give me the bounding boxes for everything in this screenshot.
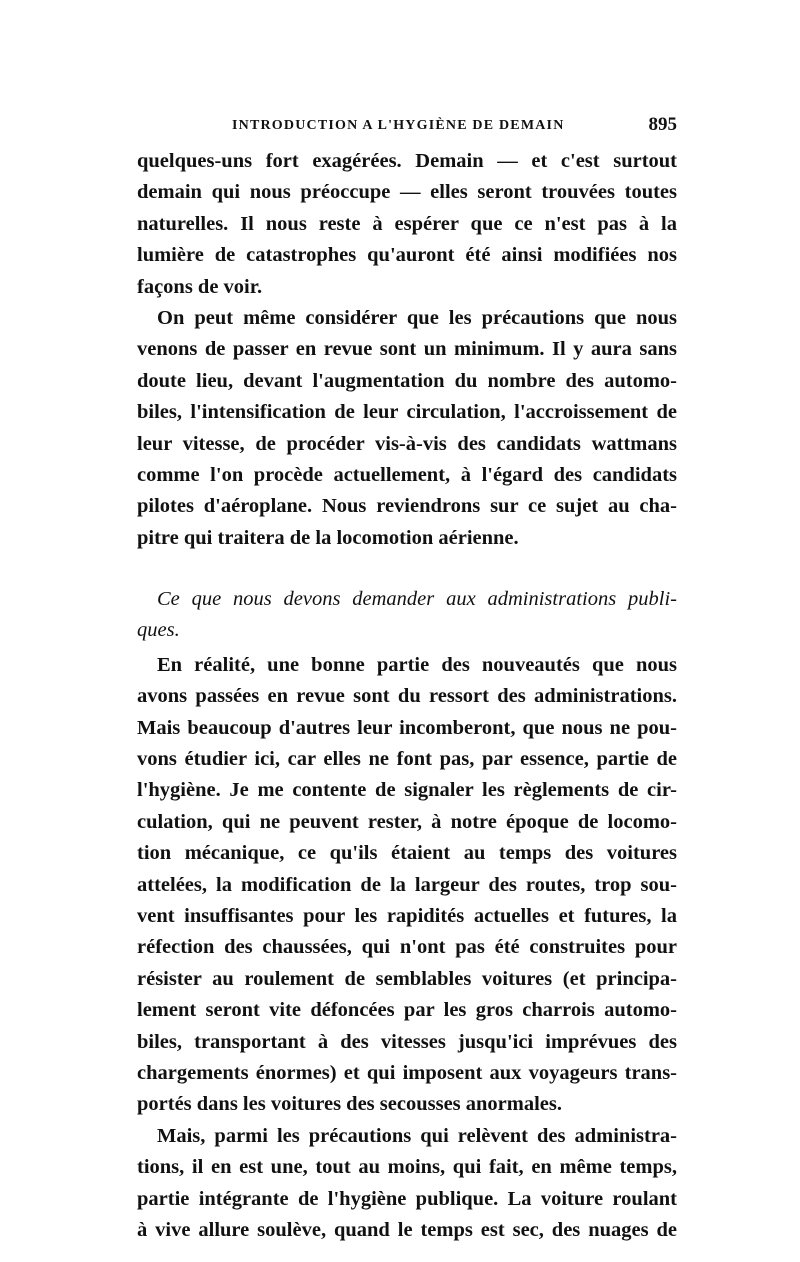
text-line: avons passées en revue sont du ressort des administrations. — [137, 685, 677, 708]
text-line: biles, transportant à des vitesses jusqu'ici imprévues des — [137, 1030, 677, 1053]
text-line: leur vitesse, de procéder vis-à-vis des candidats wattmans — [137, 432, 677, 455]
text-line: Mais beaucoup d'autres leur incomberont, que nous ne pou- — [137, 716, 677, 739]
text-line: résister au roulement de semblables voitures (et principa- — [137, 967, 677, 990]
running-header — [137, 114, 677, 140]
text-line: lumière de catastrophes qu'auront été ainsi modifiées nos — [137, 244, 677, 267]
paragraph — [137, 146, 677, 303]
text-line: portés dans les voitures des secousses anormales. — [137, 1093, 562, 1116]
running-title: INTRODUCTION A L'HYGIÈNE DE DEMAIN — [232, 118, 565, 133]
text-line: ques. — [137, 619, 180, 642]
text-line: façons de voir. — [137, 275, 263, 298]
text-line: lement seront vite défoncées par les gros charrois automo- — [137, 999, 677, 1022]
text-line: Mais, parmi les précautions qui relèvent des administra- — [157, 1124, 677, 1147]
text-line: pitre qui traitera de la locomotion aérienne. — [137, 526, 519, 549]
text-line: à vive allure soulève, quand le temps est sec, des nuages de — [137, 1218, 677, 1241]
section-heading — [137, 584, 677, 647]
text-line: quelques-uns fort exagérées. Demain — et c'est surtout — [137, 150, 677, 172]
page-body — [137, 146, 677, 1246]
text-line: chargements énormes) et qui imposent aux voyageurs trans- — [137, 1061, 677, 1084]
text-line: On peut même considérer que les précautions que nous — [157, 306, 677, 329]
text-line: doute lieu, devant l'augmentation du nombre des automo- — [137, 369, 677, 392]
text-line: partie intégrante de l'hygiène publique. La voiture roulant — [137, 1187, 677, 1210]
text-line: venons de passer en revue sont un minimum. Il y aura sans — [137, 338, 677, 361]
text-line: pilotes d'aéroplane. Nous reviendrons sur ce sujet au cha- — [137, 495, 677, 518]
text-line: demain qui nous préoccupe — elles seront trouvées toutes — [137, 181, 677, 204]
text-line: tion mécanique, ce qu'ils étaient au temps des voitures — [137, 842, 677, 865]
text-line: vons étudier ici, car elles ne font pas, par essence, partie de — [137, 748, 677, 771]
page-number: 895 — [648, 114, 677, 135]
paragraph — [137, 303, 677, 554]
text-line: vent insuffisantes pour les rapidités actuelles et futures, la — [137, 904, 677, 927]
text-line: comme l'on procède actuellement, à l'égard des candidats — [137, 463, 677, 486]
text-line: tions, il en est une, tout au moins, qui fait, en même temps, — [137, 1156, 677, 1179]
text-line: réfection des chaussées, qui n'ont pas été construites pour — [137, 936, 677, 959]
text-line: attelées, la modification de la largeur des routes, trop sou- — [137, 873, 677, 896]
text-line: naturelles. Il nous reste à espérer que ce n'est pas à la — [137, 212, 677, 235]
paragraph — [137, 1121, 677, 1247]
text-line: l'hygiène. Je me contente de signaler les règlements de cir- — [137, 779, 677, 802]
text-line: biles, l'intensification de leur circulation, l'accroissement de — [137, 401, 677, 424]
text-line: Ce que nous devons demander aux administrations publi- — [157, 588, 677, 611]
text-line: culation, qui ne peuvent rester, à notre époque de locomo- — [137, 810, 677, 833]
text-line: En réalité, une bonne partie des nouveautés que nous — [157, 653, 677, 676]
paragraph — [137, 650, 677, 1121]
